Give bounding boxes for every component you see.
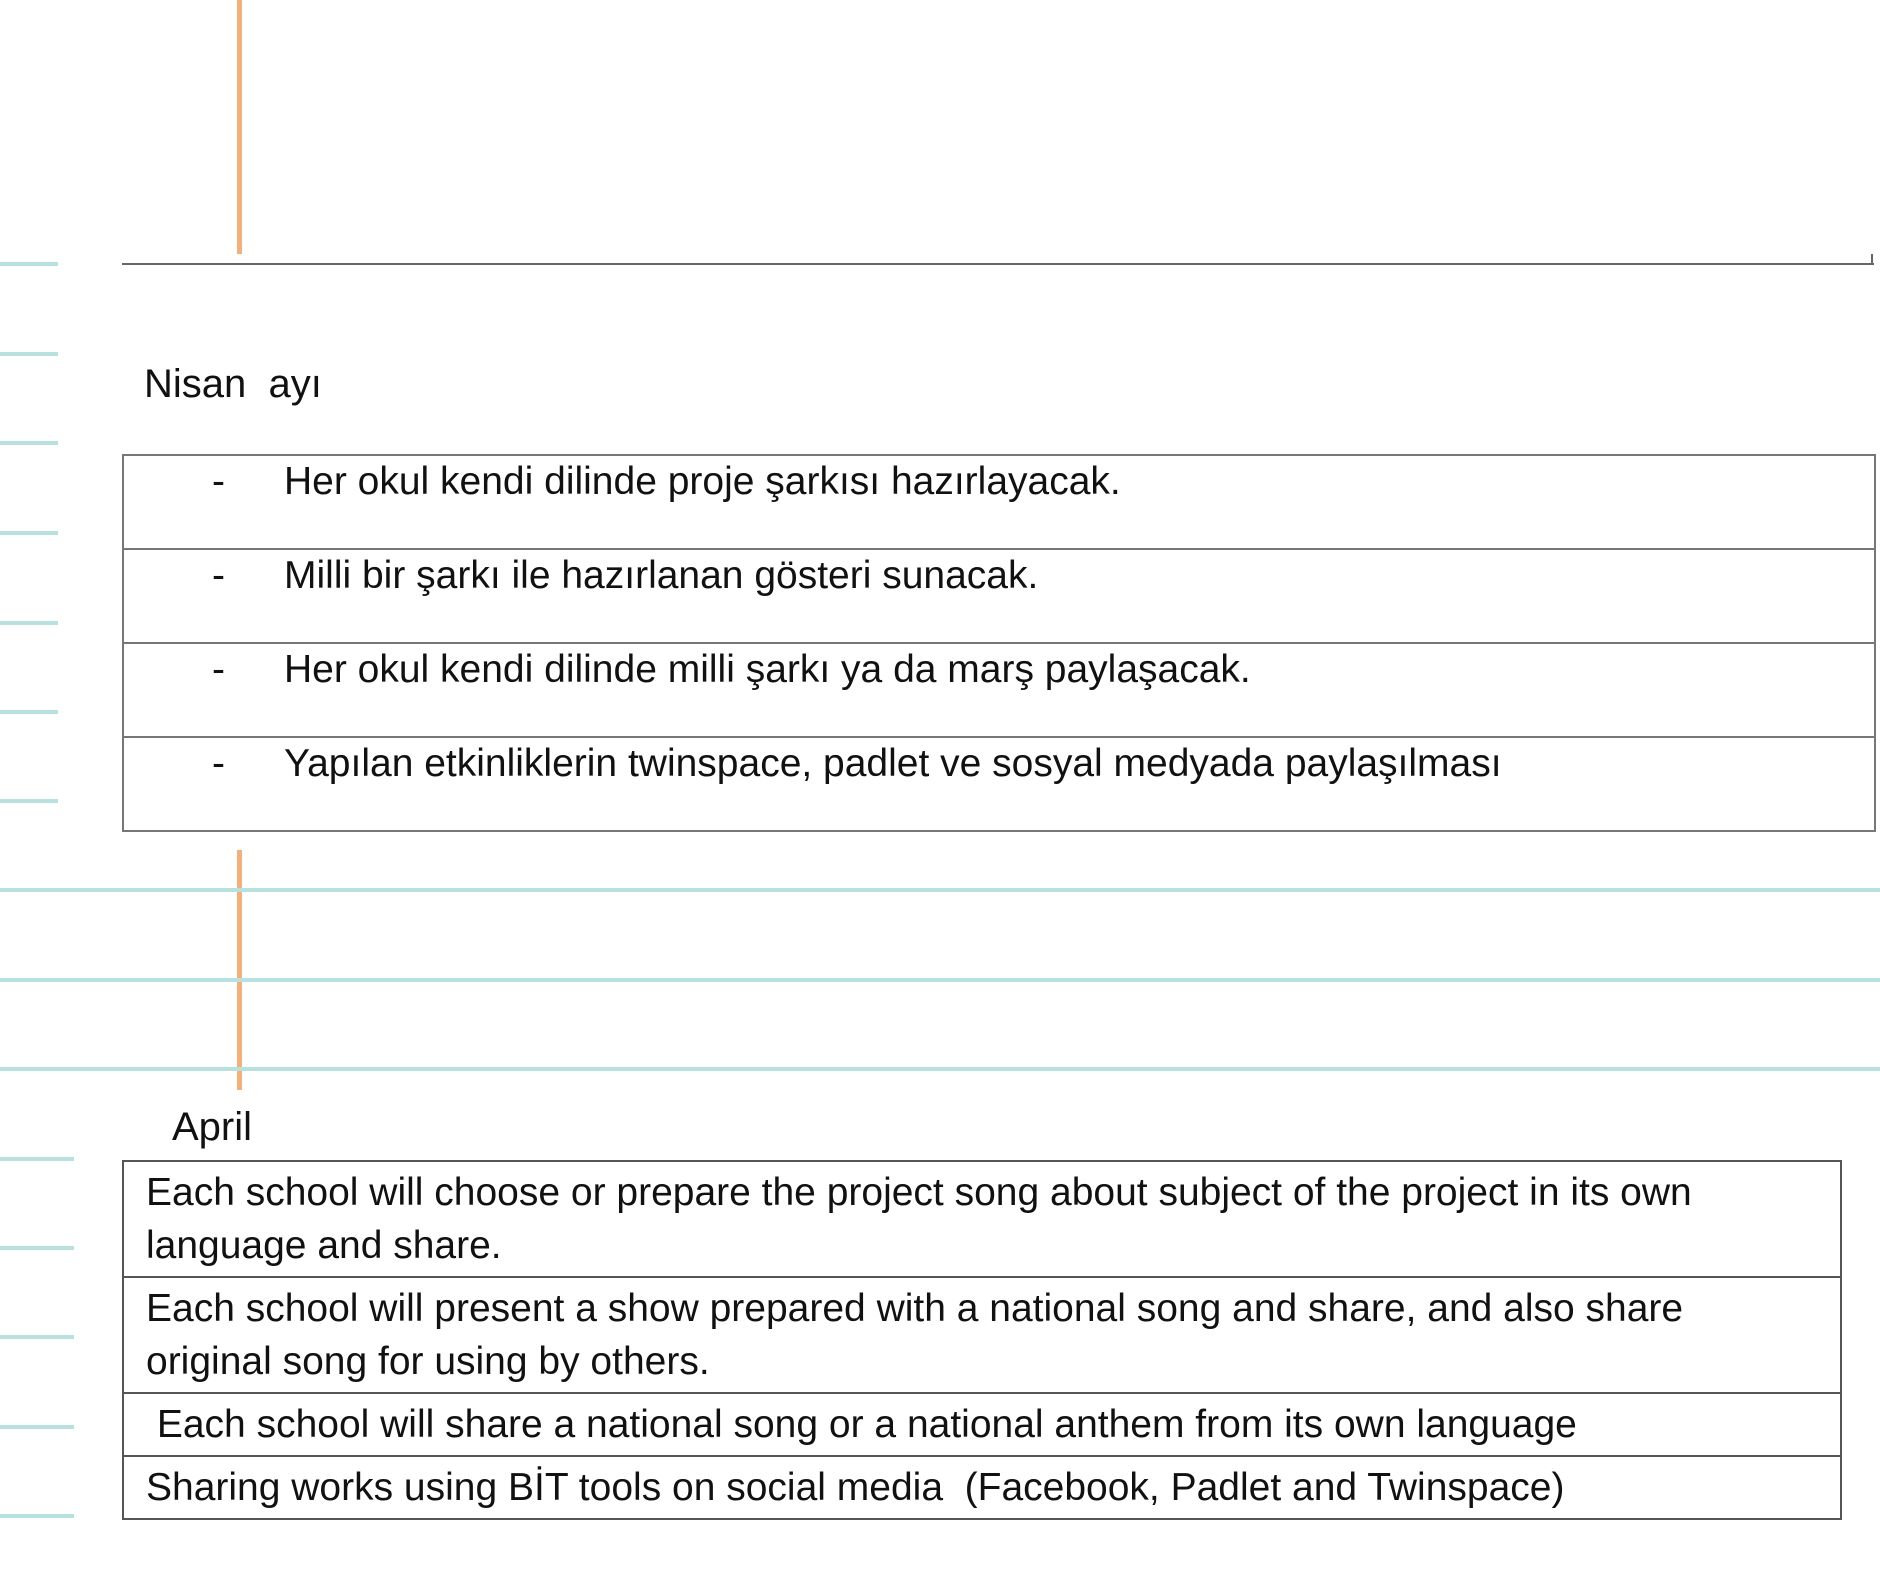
ruled-line xyxy=(0,1246,74,1250)
english-activity-table xyxy=(122,1160,1842,1520)
table-row xyxy=(123,1277,1841,1393)
ruled-line xyxy=(0,799,58,803)
section-title-nisan: Nisan ayı xyxy=(144,362,322,406)
ruled-line xyxy=(0,621,58,625)
ruled-line xyxy=(0,441,58,445)
ruled-line xyxy=(0,352,58,356)
ruled-line xyxy=(0,1425,74,1429)
activity-text: Each school will choose or prepare the project song about subject of the project in its own language and share. xyxy=(123,1161,1841,1277)
activity-text: Milli bir şarkı ile hazırlanan gösteri sunacak. xyxy=(284,554,1039,597)
ruled-line xyxy=(0,262,58,266)
divider-tick xyxy=(1871,254,1873,264)
divider-line xyxy=(122,263,1874,265)
ruled-line xyxy=(0,1335,74,1339)
bullet-dash: - xyxy=(212,648,225,691)
ruled-line xyxy=(0,1514,74,1518)
activity-text: Each school will present a show prepared with a national song and share, and also share original song for using by others. xyxy=(123,1277,1841,1393)
activity-text: Her okul kendi dilinde milli şarkı ya da marş paylaşacak. xyxy=(284,648,1251,691)
table-row xyxy=(123,1456,1841,1519)
table-row xyxy=(123,455,1875,549)
ruled-line xyxy=(0,1157,74,1161)
table-row xyxy=(123,1393,1841,1456)
activity-text: Her okul kendi dilinde proje şarkısı hazırlayacak. xyxy=(284,460,1121,503)
margin-line-middle xyxy=(237,850,242,1090)
table-row xyxy=(123,549,1875,643)
activity-text: Yapılan etkinliklerin twinspace, padlet ve sosyal medyada paylaşılması xyxy=(284,742,1502,785)
table-row xyxy=(123,737,1875,831)
bullet-dash: - xyxy=(212,554,225,597)
section-title-april: April xyxy=(172,1105,253,1149)
bullet-dash: - xyxy=(212,742,225,785)
ruled-line xyxy=(0,978,1880,982)
activity-text: Each school will share a national song or a national anthem from its own language xyxy=(123,1393,1841,1456)
table-row xyxy=(123,643,1875,737)
bullet-dash: - xyxy=(212,460,225,503)
ruled-line xyxy=(0,1067,1880,1071)
ruled-line xyxy=(0,888,1880,892)
turkish-activity-table xyxy=(122,454,1876,832)
ruled-line xyxy=(0,531,58,535)
table-row xyxy=(123,1161,1841,1277)
ruled-line xyxy=(0,710,58,714)
activity-text: Sharing works using BİT tools on social media (Facebook, Padlet and Twinspace) xyxy=(123,1456,1841,1519)
margin-line-top xyxy=(237,0,242,254)
